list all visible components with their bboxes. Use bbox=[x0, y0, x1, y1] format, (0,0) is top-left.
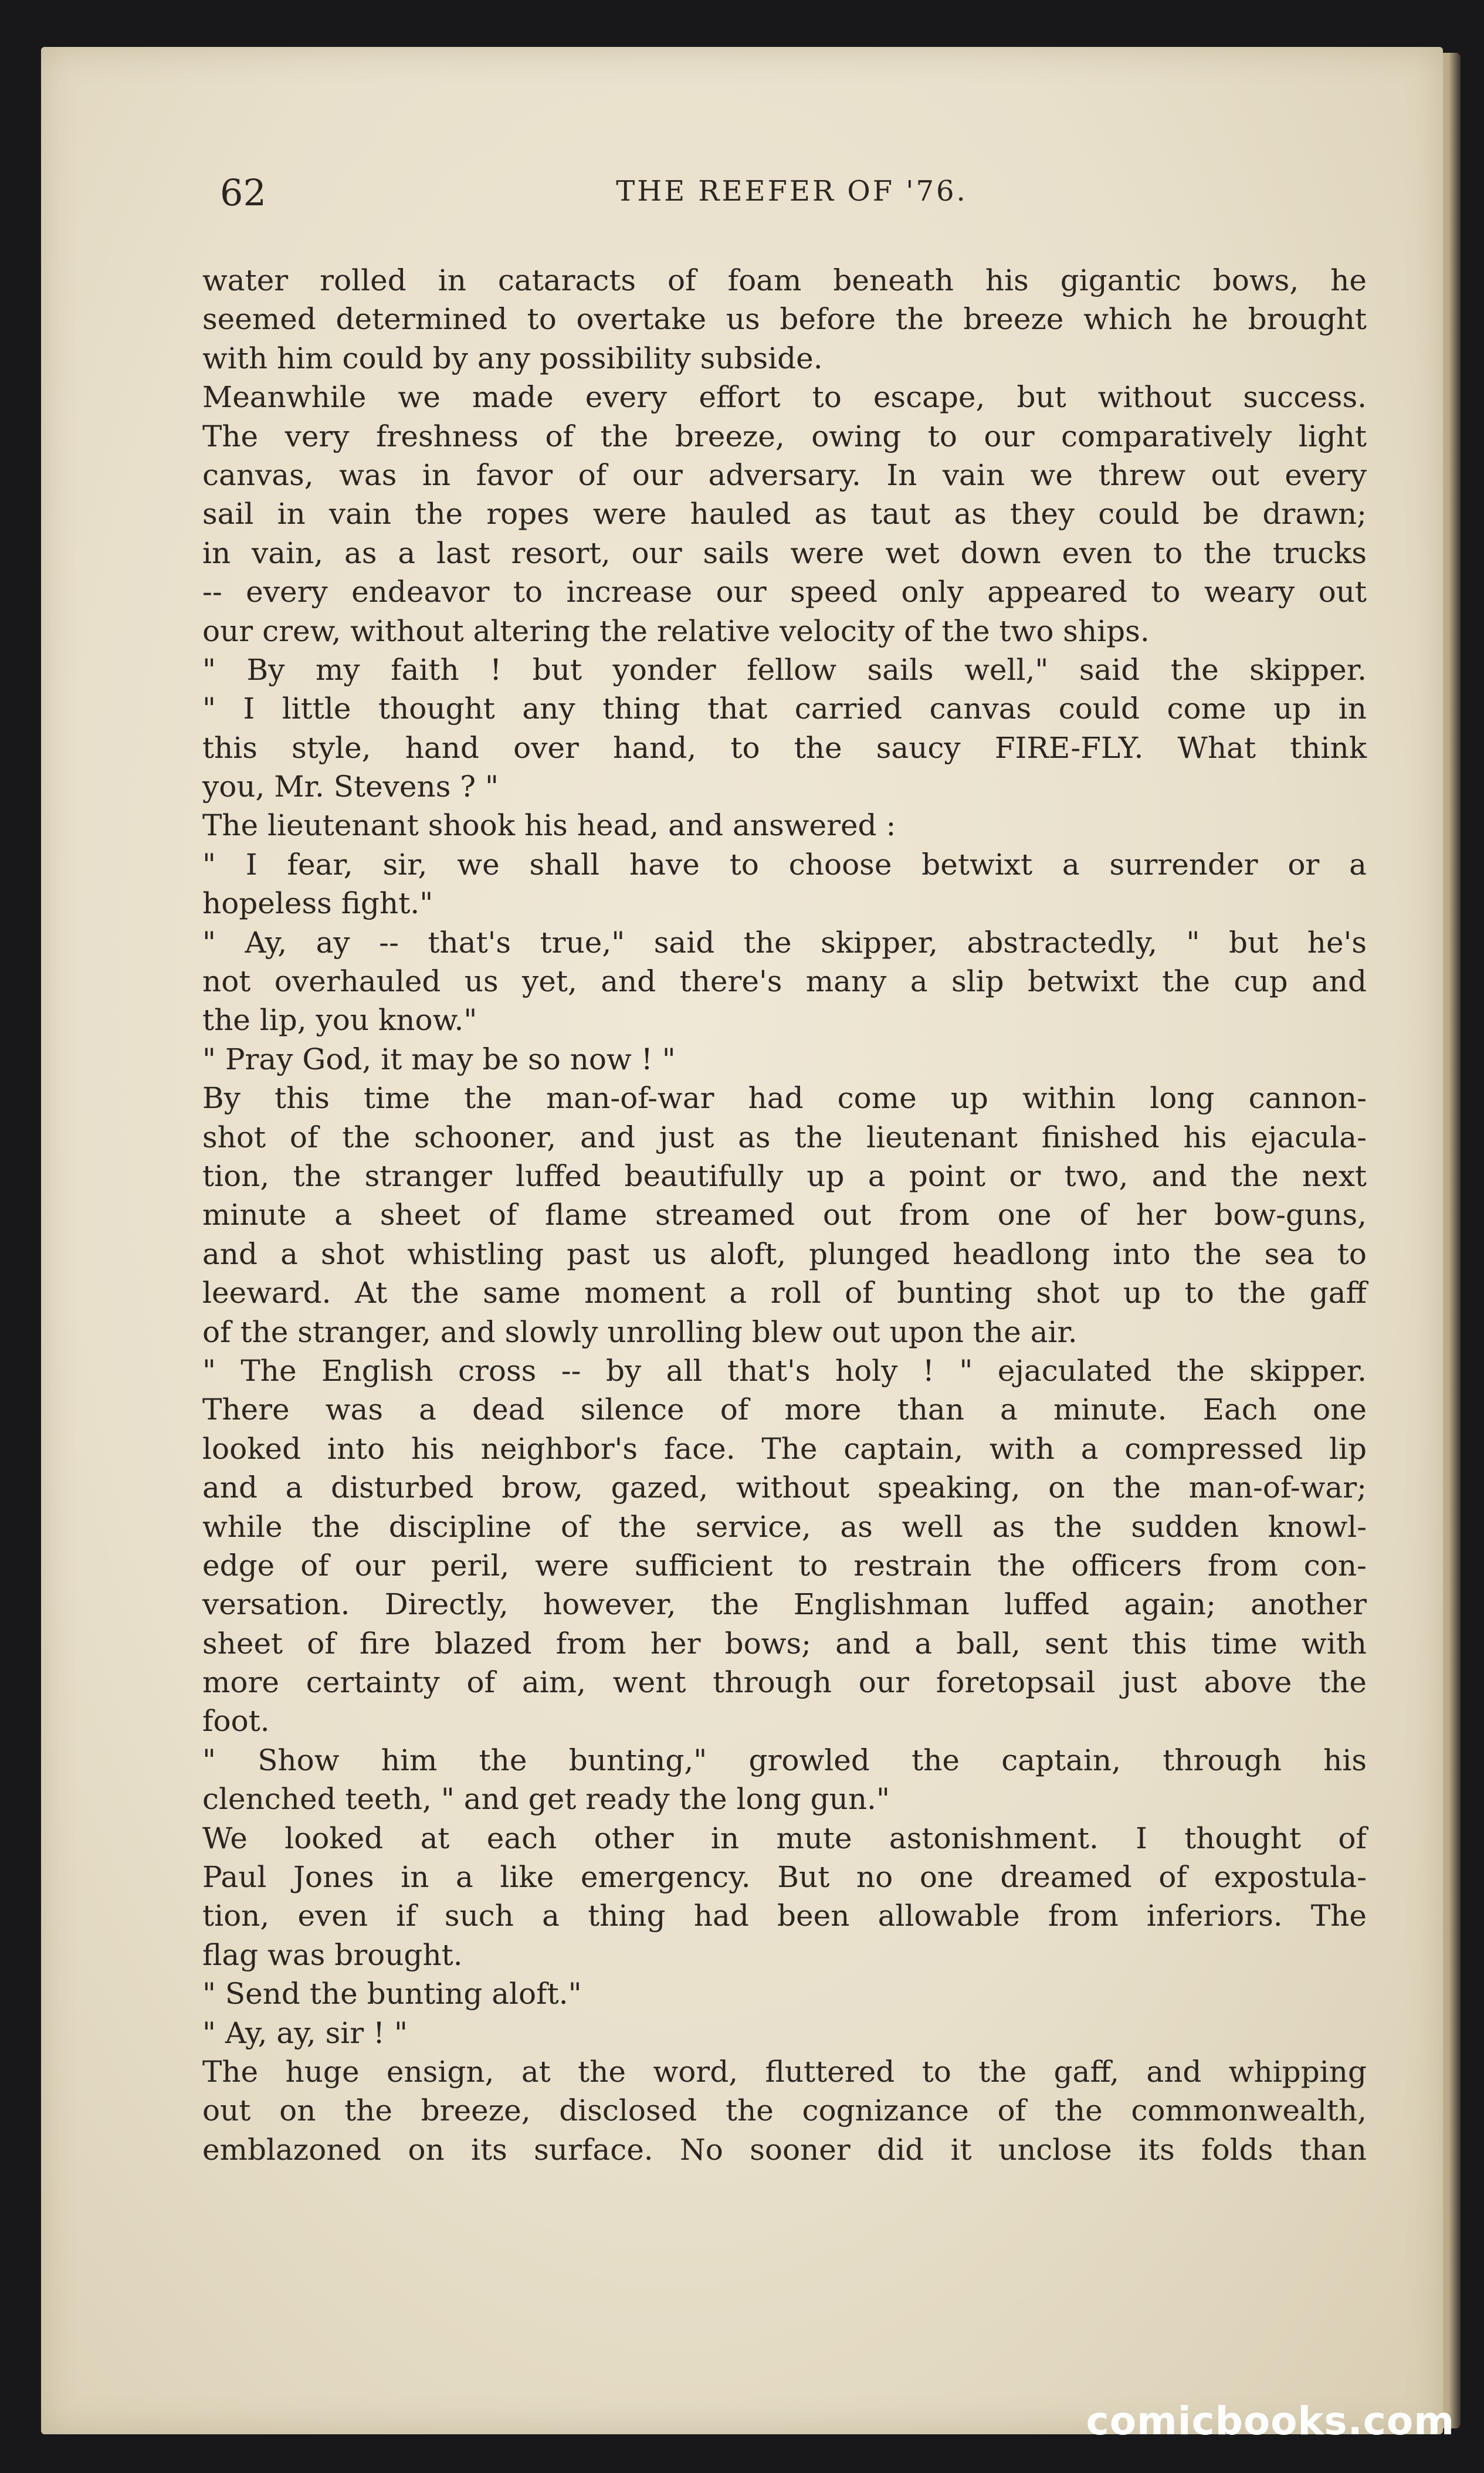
text-line: not overhauled us yet, and there's many a slip betwixt the cup and bbox=[202, 964, 1367, 999]
text-line: " Ay, ay -- that's true," said the skipper, abstractedly, " but he's bbox=[202, 925, 1367, 960]
text-line: looked into his neighbor's face. The captain, with a compressed lip bbox=[202, 1431, 1367, 1466]
text-line: this style, hand over hand, to the saucy FIRE-FLY. What think bbox=[202, 730, 1367, 765]
body-text bbox=[202, 261, 1367, 2169]
text-line: " Ay, ay, sir ! " bbox=[202, 2015, 408, 2050]
text-line: our crew, without altering the relative velocity of the two ships. bbox=[202, 614, 1150, 648]
text-line: hopeless fight." bbox=[202, 886, 433, 921]
text-line: minute a sheet of flame streamed out from one of her bow-guns, bbox=[202, 1198, 1367, 1232]
page-number: 62 bbox=[220, 171, 266, 214]
text-line: " Show him the bunting," growled the captain, through his bbox=[202, 1743, 1367, 1777]
text-line: " Send the bunting aloft." bbox=[202, 1977, 582, 2011]
text-line: in vain, as a last resort, our sails were wet down even to the trucks bbox=[202, 536, 1367, 570]
text-line: and a disturbed brow, gazed, without speaking, on the man-of-war; bbox=[202, 1471, 1367, 1505]
text-line: water rolled in cataracts of foam beneath his gigantic bows, he bbox=[202, 263, 1367, 297]
text-line: " The English cross -- by all that's holy ! " ejaculated the skipper. bbox=[202, 1353, 1367, 1388]
text-line: more certainty of aim, went through our foretopsail just above the bbox=[202, 1665, 1367, 1700]
text-line: The huge ensign, at the word, fluttered to the gaff, and whipping bbox=[202, 2054, 1367, 2089]
text-line: Paul Jones in a like emergency. But no one dreamed of expostula- bbox=[202, 1860, 1367, 1895]
text-line: The very freshness of the breeze, owing to our comparatively light bbox=[202, 419, 1367, 453]
text-line: of the stranger, and slowly unrolling blew out upon the air. bbox=[202, 1315, 1078, 1349]
text-line: you, Mr. Stevens ? " bbox=[202, 770, 499, 804]
text-line: foot. bbox=[202, 1704, 270, 1739]
text-line: shot of the schooner, and just as the lieutenant finished his ejacula- bbox=[202, 1120, 1367, 1154]
page-header bbox=[220, 171, 1364, 218]
text-line: clenched teeth, " and get ready the long gun." bbox=[202, 1782, 890, 1817]
text-line: " I little thought any thing that carried canvas could come up in bbox=[202, 692, 1367, 726]
text-line: " Pray God, it may be so now ! " bbox=[202, 1042, 676, 1076]
text-line: out on the breeze, disclosed the cognizance of the commonwealth, bbox=[202, 2093, 1367, 2128]
text-line: edge of our peril, were sufficient to restrain the officers from con- bbox=[202, 1548, 1367, 1583]
text-line: emblazoned on its surface. No sooner did it unclose its folds than bbox=[202, 2132, 1367, 2167]
text-line: leeward. At the same moment a roll of bunting shot up to the gaff bbox=[202, 1276, 1367, 1310]
text-line: " By my faith ! but yonder fellow sails well," said the skipper. bbox=[202, 652, 1367, 687]
text-line: -- every endeavor to increase our speed only appeared to weary out bbox=[202, 575, 1367, 609]
text-line: Meanwhile we made every effort to escape, but without success. bbox=[202, 380, 1367, 415]
text-line: By this time the man-of-war had come up within long cannon- bbox=[202, 1081, 1367, 1116]
text-line: canvas, was in favor of our adversary. In vain we threw out every bbox=[202, 458, 1367, 492]
text-line: tion, the stranger luffed beautifully up a point or two, and the next bbox=[202, 1158, 1367, 1193]
running-head: THE REEFER OF '76. bbox=[616, 175, 968, 208]
text-line: sheet of fire blazed from her bows; and a ball, sent this time with bbox=[202, 1626, 1367, 1661]
text-line: The lieutenant shook his head, and answered : bbox=[202, 808, 896, 843]
text-line: " I fear, sir, we shall have to choose betwixt a surrender or a bbox=[202, 847, 1367, 882]
text-line: with him could by any possibility subside. bbox=[202, 341, 823, 375]
text-line: flag was brought. bbox=[202, 1937, 463, 1972]
text-line: seemed determined to overtake us before the breeze which he brought bbox=[202, 302, 1367, 337]
text-line: versation. Directly, however, the Englishman luffed again; another bbox=[202, 1587, 1367, 1622]
watermark: comicbooks.com bbox=[1086, 2399, 1455, 2444]
text-line: while the discipline of the service, as well as the sudden knowl- bbox=[202, 1509, 1367, 1544]
text-line: sail in vain the ropes were hauled as taut as they could be drawn; bbox=[202, 497, 1367, 531]
text-line: the lip, you know." bbox=[202, 1003, 477, 1038]
text-line: tion, even if such a thing had been allowable from inferiors. The bbox=[202, 1899, 1367, 1933]
text-line: and a shot whistling past us aloft, plunged headlong into the sea to bbox=[202, 1236, 1367, 1271]
text-line: There was a dead silence of more than a minute. Each one bbox=[202, 1393, 1367, 1427]
text-line: We looked at each other in mute astonishment. I thought of bbox=[202, 1821, 1367, 1855]
